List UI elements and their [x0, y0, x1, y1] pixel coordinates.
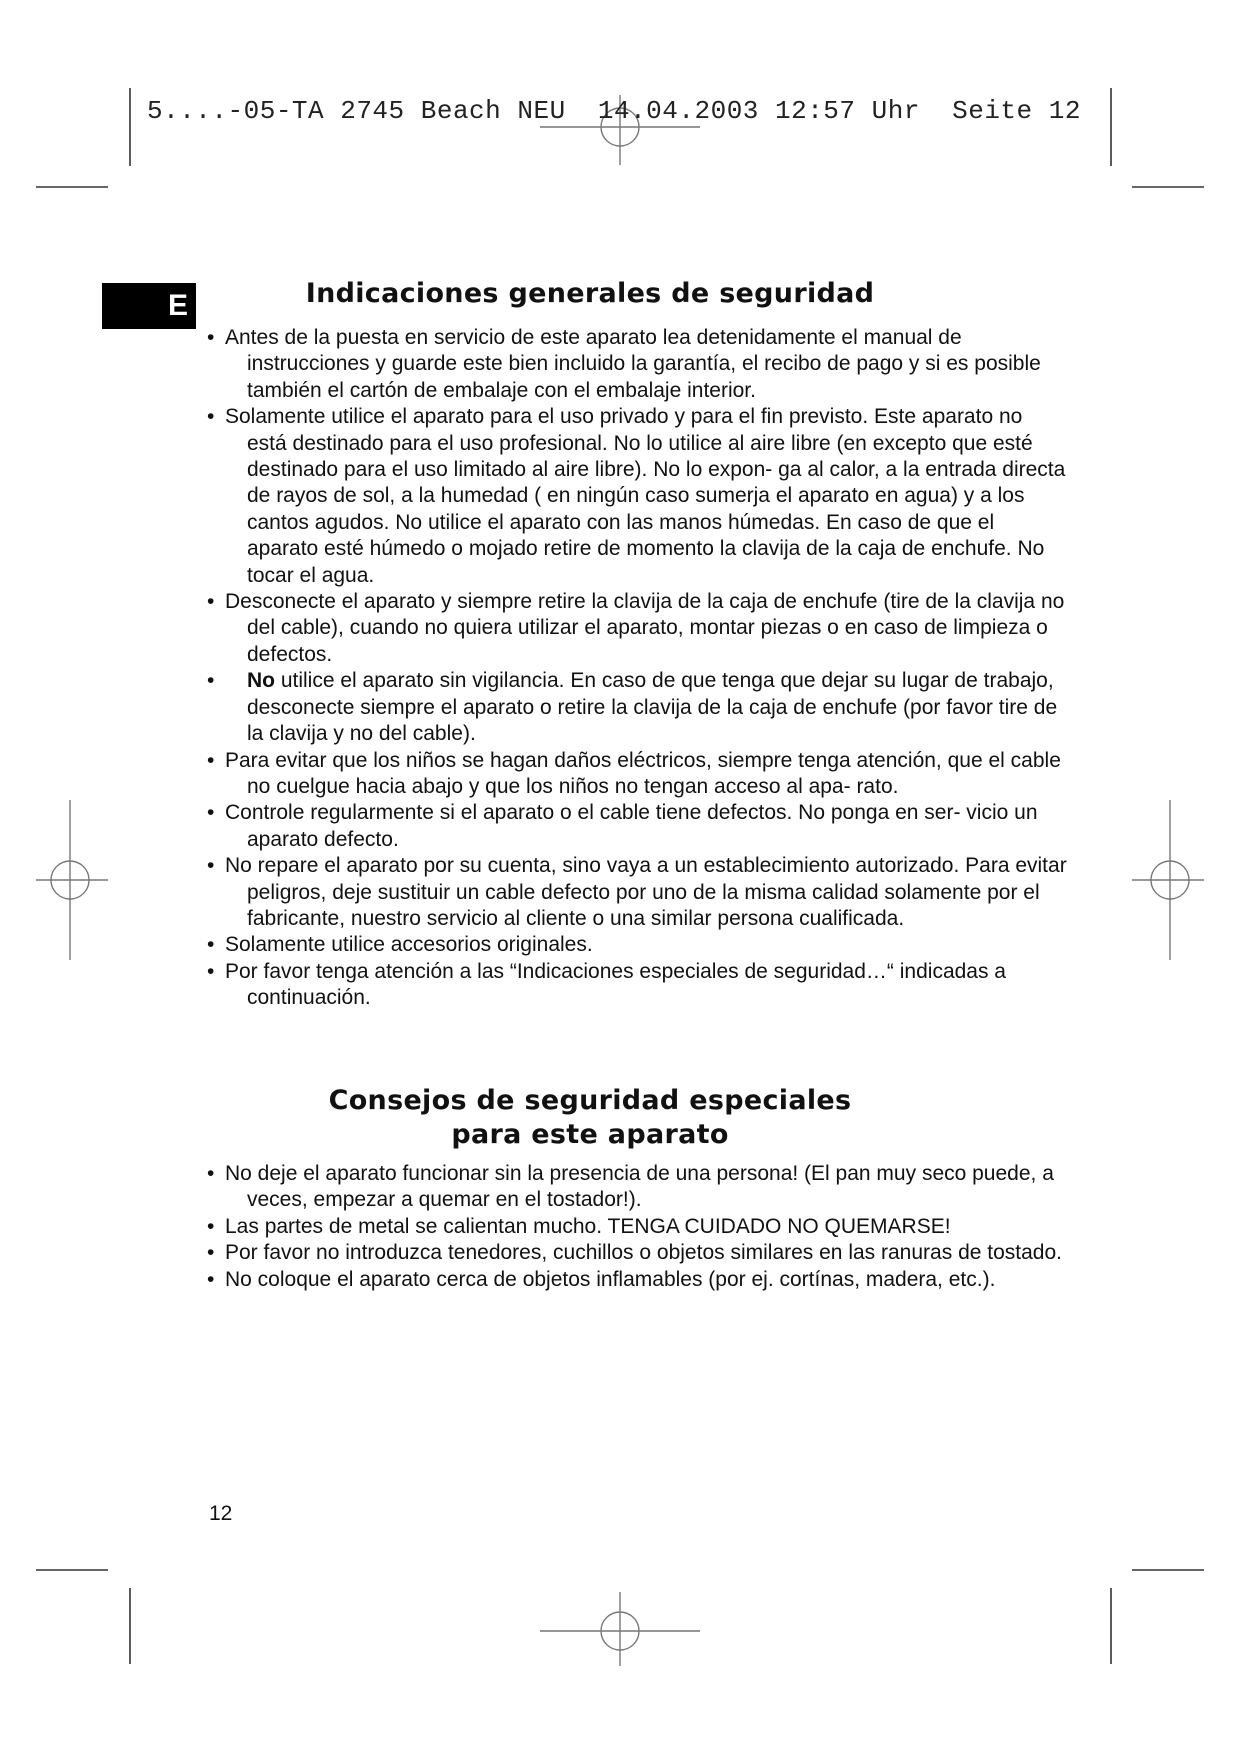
- language-tab: E: [102, 283, 196, 329]
- general-safety-list: [207, 325, 1067, 1012]
- section2-title-line2: para este aparato: [451, 1119, 729, 1150]
- list-item: • No utilice el aparato sin vigilancia. En caso de que tenga que dejar su lugar de trabajo, desconecte siempre el aparato o retire la clavija de la caja de enchufe (por favor tire de la clavija y no del cable).: [207, 668, 1067, 747]
- print-slug-line: 5....-05-TA 2745 Beach NEU 14.04.2003 12:57 Uhr Seite 12: [147, 96, 1081, 126]
- list-item: • No coloque el aparato cerca de objetos inflamables (por ej. cortínas, madera, etc.).: [207, 1267, 1067, 1293]
- list-item: • Solamente utilice el aparato para el uso privado y para el fin previsto. Este aparato no está destinado para el uso profesional. No lo utilice al aire libre (en excepto que esté destinado para el uso limitado al aire libre). No lo expon- ga al calor, a la entrada directa de rayos de sol, a la humedad ( en ningún caso sumerja el aparato en agua) y a los cantos agudos. No utilice el aparato con las manos húmedas. En caso de que el aparato esté húmedo o mojado retire de momento la clavija de la caja de enchufe. No tocar el agua.: [207, 404, 1067, 589]
- list-item: • Desconecte el aparato y siempre retire la clavija de la caja de enchufe (tire de la clavija no del cable), cuando no quiera utilizar el aparato, montar piezas o en caso de limpieza o defectos.: [207, 589, 1067, 668]
- list-item: • Por favor tenga atención a las “Indicaciones especiales de seguridad…“ indicadas a continuación.: [207, 959, 1067, 1012]
- section2-title-line1: Consejos de seguridad especiales: [328, 1085, 852, 1116]
- list-item: • No repare el aparato por su cuenta, sino vaya a un establecimiento autorizado. Para evitar peligros, deje sustituir un cable defecto por uno de la misma calidad solamente por el fabricante, nuestro servicio al cliente o una similar persona cualificada.: [207, 853, 1067, 932]
- list-item: • Antes de la puesta en servicio de este aparato lea detenidamente el manual de instrucciones y guarde este bien incluido la garantía, el recibo de pago y si es posible también el cartón de embalaje con el embalaje interior.: [207, 325, 1067, 404]
- list-item: • No deje el aparato funcionar sin la presencia de una persona! (El pan muy seco puede, a veces, empezar a quemar en el tostador!).: [207, 1161, 1067, 1214]
- list-item: • Para evitar que los niños se hagan daños eléctricos, siempre tenga atención, que el cable no cuelgue hacia abajo y que los niños no tengan acceso al apa- rato.: [207, 748, 1067, 801]
- list-item: • Las partes de metal se calientan mucho. TENGA CUIDADO NO QUEMARSE!: [207, 1214, 1067, 1240]
- list-item: • Por favor no introduzca tenedores, cuchillos o objetos similares en las ranuras de tostado.: [207, 1240, 1067, 1266]
- section1-title: Indicaciones generales de seguridad: [305, 278, 875, 309]
- special-safety-list: [207, 1161, 1067, 1293]
- page-number: 12: [209, 1502, 233, 1525]
- list-item: • Controle regularmente si el aparato o el cable tiene defectos. No ponga en ser- vicio un aparato defecto.: [207, 800, 1067, 853]
- list-item: • Solamente utilice accesorios originales.: [207, 932, 1067, 958]
